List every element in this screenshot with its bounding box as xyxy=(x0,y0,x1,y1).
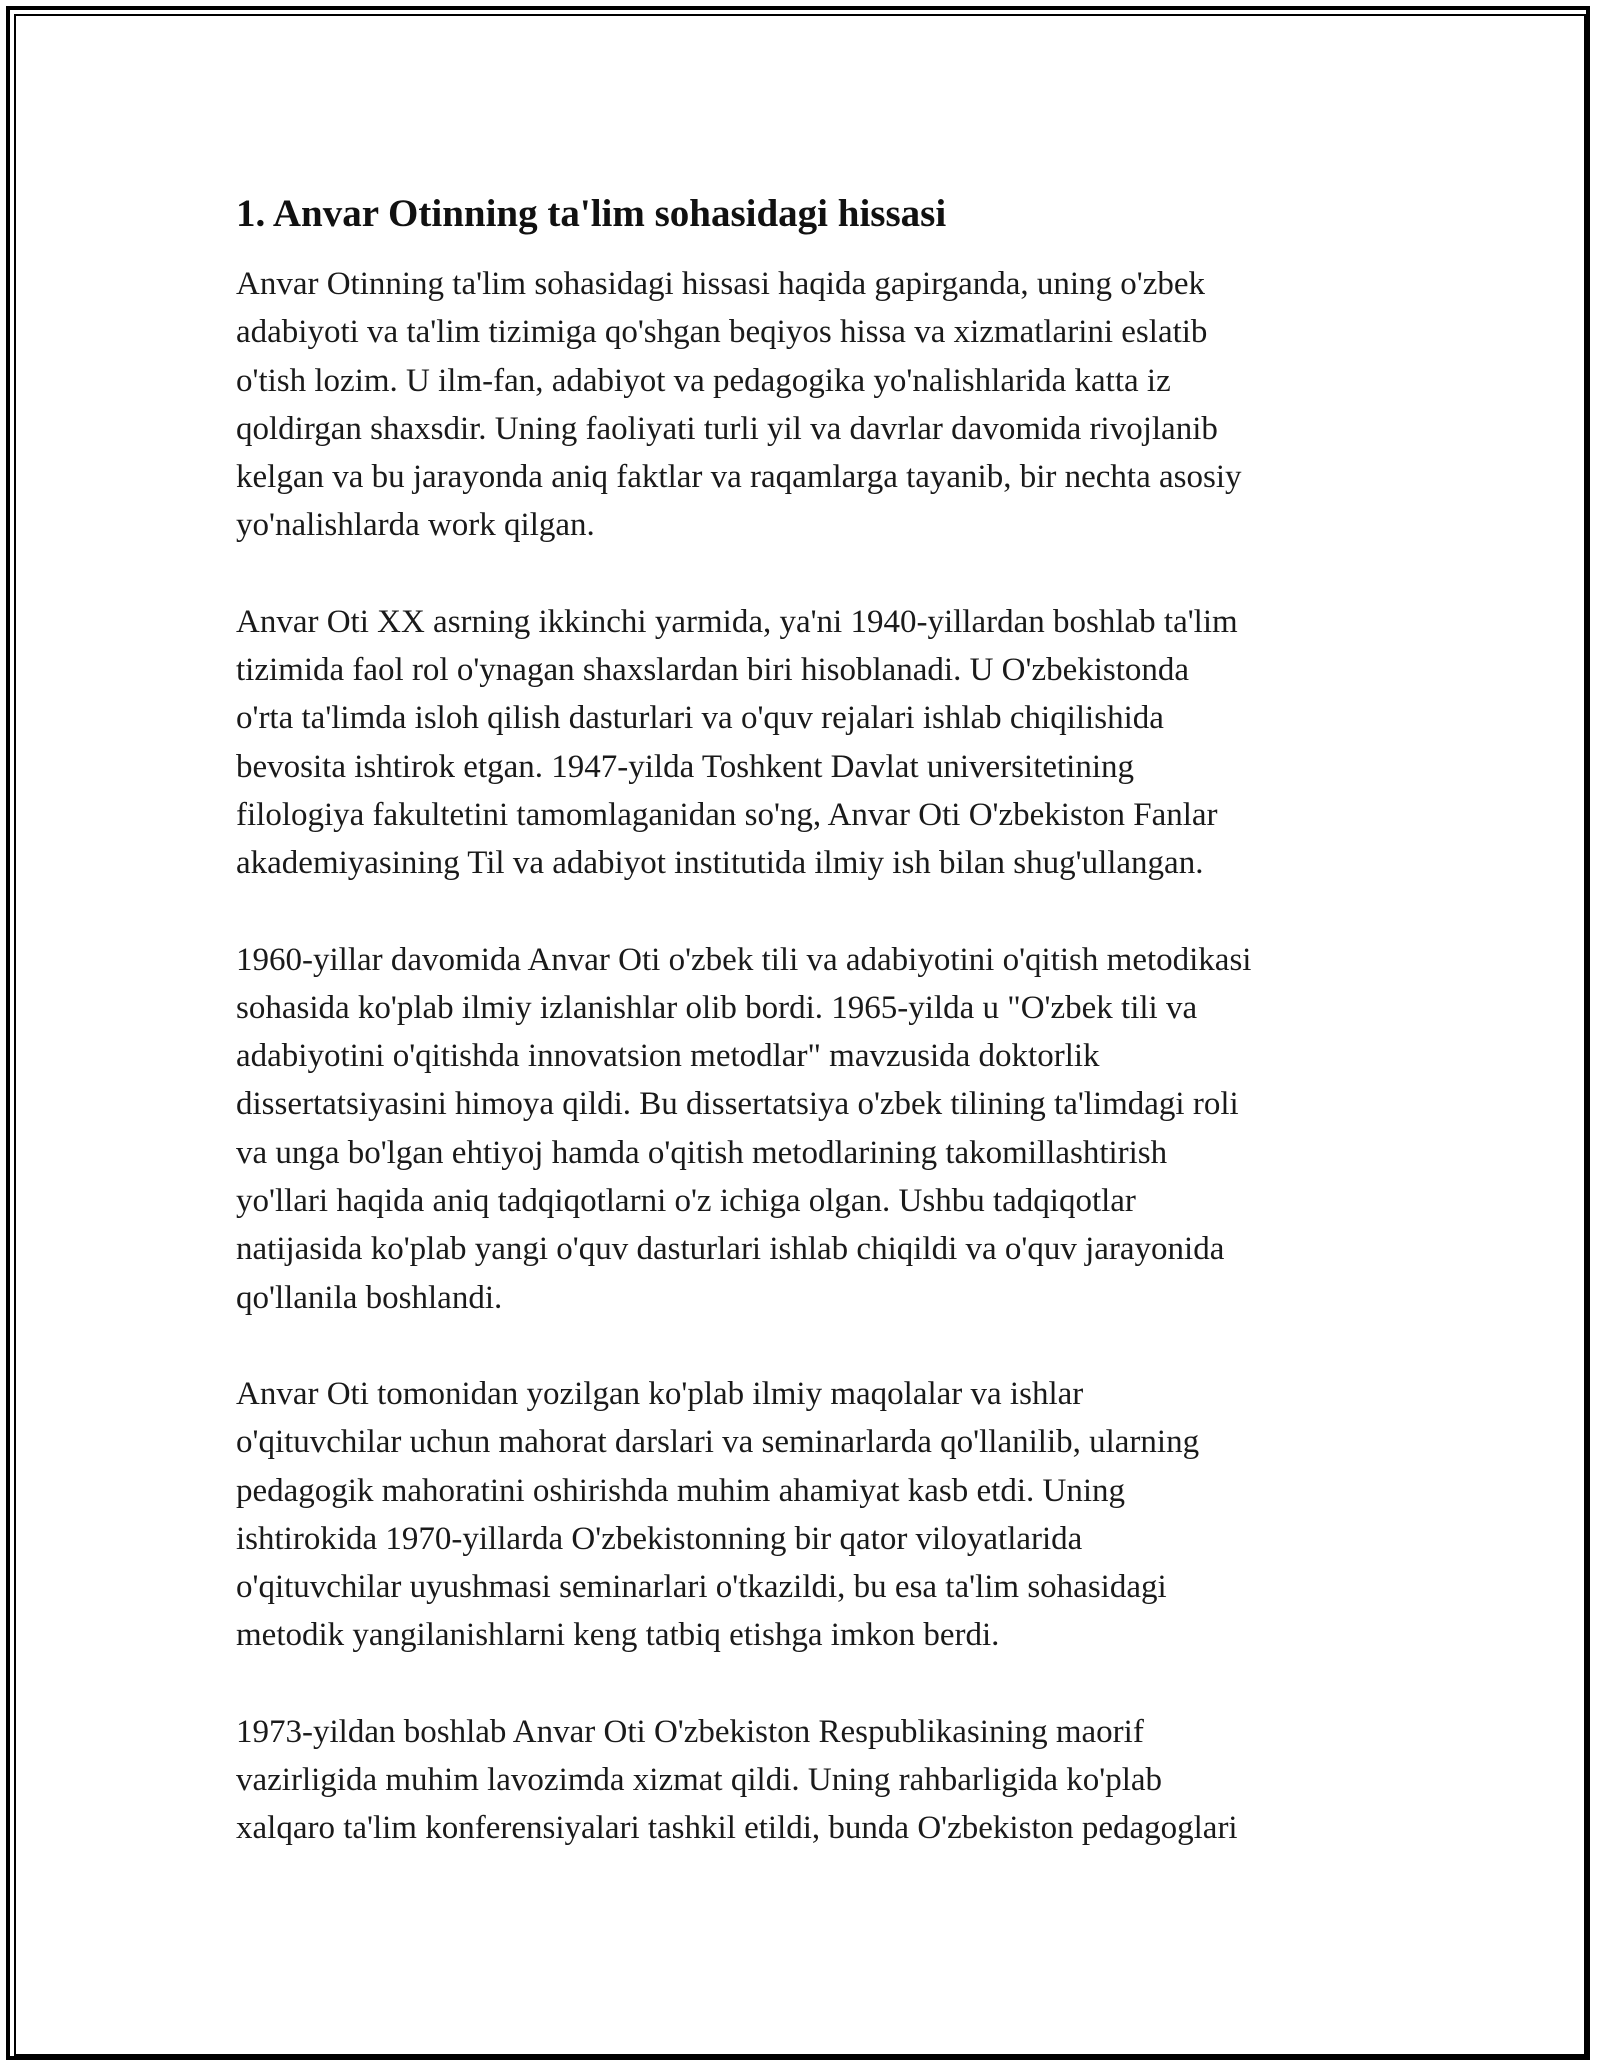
text-line: natijasida ko'plab yangi o'quv dasturlari ishlab chiqildi va o'quv jarayonida xyxy=(236,1231,1225,1268)
text-line: o'tish lozim. U ilm-fan, adabiyot va pedagogika yo'nalishlarida katta iz xyxy=(236,362,1171,399)
text-line: dissertatsiyasini himoya qildi. Bu dissertatsiya o'zbek tilining ta'limdagi roli xyxy=(236,1086,1239,1123)
text-line: va unga bo'lgan ehtiyoj hamda o'qitish metodlarining takomillashtirish xyxy=(236,1134,1168,1171)
text-line: adabiyoti va ta'lim tizimiga qo'shgan beqiyos hissa va xizmatlarini eslatib xyxy=(236,314,1208,351)
paragraph xyxy=(236,598,1396,888)
document-body xyxy=(236,188,1396,1901)
paragraph xyxy=(236,1370,1396,1660)
text-line: sohasida ko'plab ilmiy izlanishlar olib bordi. 1965-yilda u "O'zbek tili va xyxy=(236,989,1198,1026)
text-line: qoldirgan shaxsdir. Uning faoliyati turli yil va davrlar davomida rivojlanib xyxy=(236,410,1218,447)
text-line: bevosita ishtirok etgan. 1947-yilda Toshkent Davlat universitetining xyxy=(236,748,1135,785)
text-line: Anvar Otinning ta'lim sohasidagi hissasi haqida gapirganda, uning o'zbek xyxy=(236,266,1206,302)
text-line: qo'llanila boshlandi. xyxy=(236,1279,503,1316)
text-line: 1973-yildan boshlab Anvar Oti O'zbekiston Respublikasining maorif xyxy=(236,1713,1144,1750)
text-line: o'rta ta'limda isloh qilish dasturlari va o'quv rejalari ishlab chiqilishida xyxy=(236,700,1164,737)
text-line: akademiyasining Til va adabiyot institutida ilmiy ish bilan shug'ullangan. xyxy=(236,845,1204,882)
text-line: pedagogik mahoratini oshirishda muhim ahamiyat kasb etdi. Uning xyxy=(236,1472,1126,1509)
text-line: metodik yangilanishlarni keng tatbiq etishga imkon berdi. xyxy=(236,1617,1000,1654)
section-heading: 1. Anvar Otinning ta'lim sohasidagi hissasi xyxy=(236,192,947,235)
text-line: Anvar Oti tomonidan yozilgan ko'plab ilmiy maqolalar va ishlar xyxy=(236,1375,1084,1412)
text-line: filologiya fakultetini tamomlaganidan so'ng, Anvar Oti O'zbekiston Fanlar xyxy=(236,796,1218,833)
text-line: vazirligida muhim lavozimda xizmat qildi. Uning rahbarligida ko'plab xyxy=(236,1762,1163,1799)
text-line: Anvar Oti XX asrning ikkinchi yarmida, ya'ni 1940-yillardan boshlab ta'lim xyxy=(236,603,1238,640)
text-line: kelgan va bu jarayonda aniq faktlar va raqamlarga tayanib, bir nechta asosiy xyxy=(236,459,1242,496)
text-line: tizimida faol rol o'ynagan shaxslardan biri hisoblanadi. U O'zbekistonda xyxy=(236,652,1190,689)
paragraph-list xyxy=(236,260,1396,1853)
paragraph xyxy=(236,260,1396,550)
text-line: ishtirokida 1970-yillarda O'zbekistonning bir qator viloyatlarida xyxy=(236,1520,1083,1557)
text-line: o'qituvchilar uchun mahorat darslari va seminarlarda qo'llanilib, ularning xyxy=(236,1424,1200,1461)
text-line: 1960-yillar davomida Anvar Oti o'zbek tili va adabiyotini o'qitish metodikasi xyxy=(236,941,1252,978)
paragraph xyxy=(236,1708,1396,1853)
text-line: o'qituvchilar uyushmasi seminarlari o'tkazildi, bu esa ta'lim sohasidagi xyxy=(236,1569,1167,1606)
text-line: xalqaro ta'lim konferensiyalari tashkil etildi, bunda O'zbekiston pedagoglari xyxy=(236,1810,1238,1847)
text-line: adabiyotini o'qitishda innovatsion metodlar" mavzusida doktorlik xyxy=(236,1038,1100,1075)
text-line: yo'nalishlarda work qilgan. xyxy=(236,507,595,544)
text-line: yo'llari haqida aniq tadqiqotlarni o'z ichiga olgan. Ushbu tadqiqotlar xyxy=(236,1183,1136,1220)
paragraph xyxy=(236,936,1396,1322)
